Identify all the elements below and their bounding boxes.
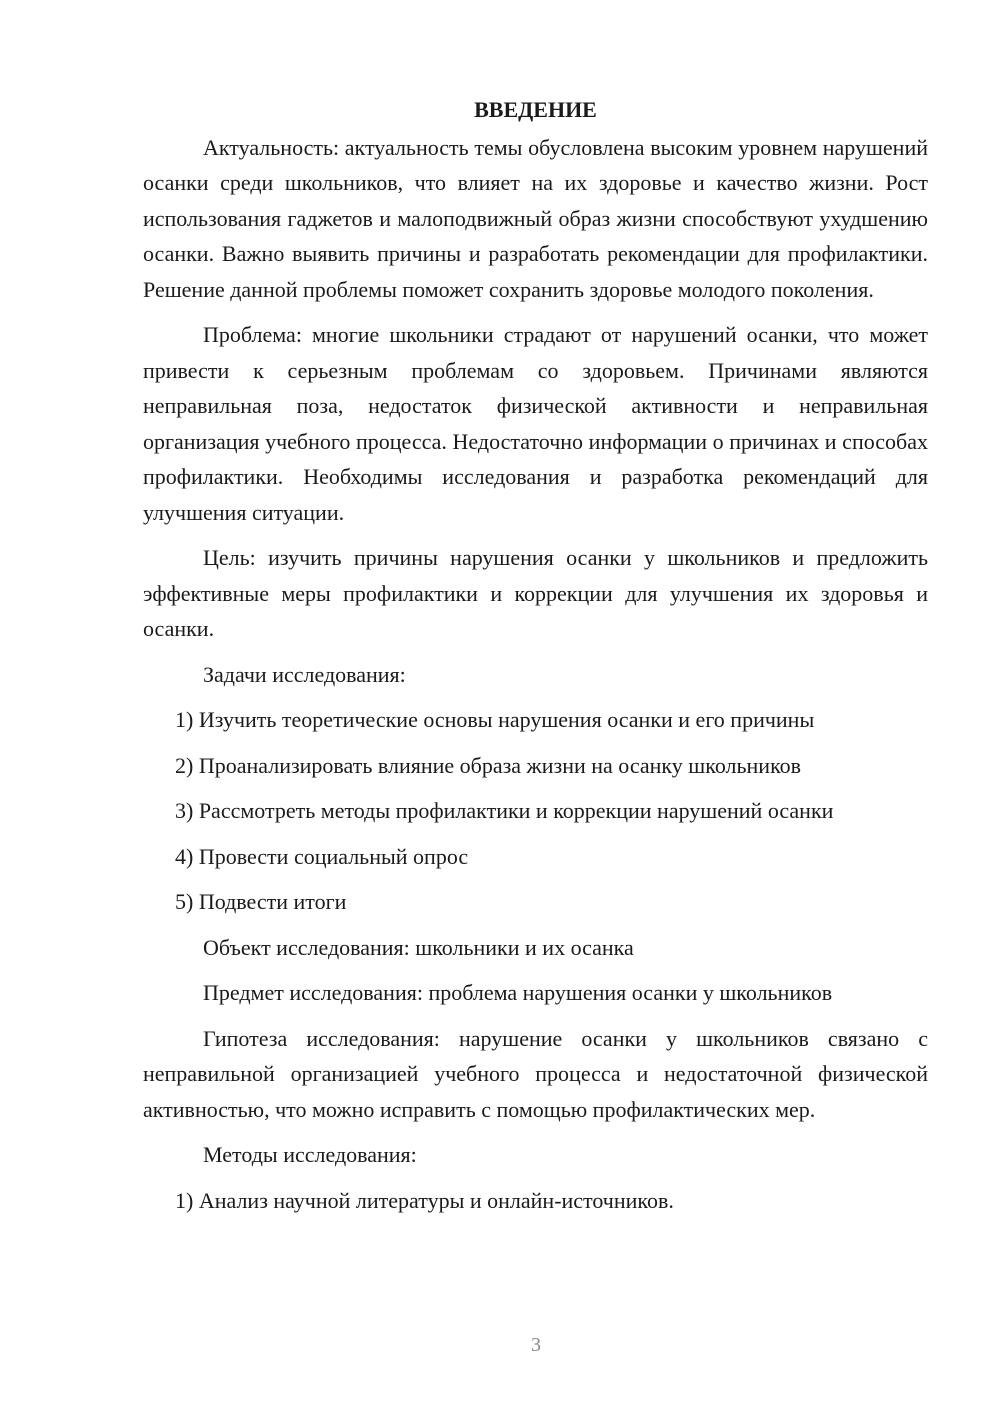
method-item: 1) Анализ научной литературы и онлайн-источников. — [175, 1187, 674, 1213]
research-object: Объект исследования: школьники и их осанка — [203, 934, 634, 960]
hypothesis-paragraph: Гипотеза исследования: нарушение осанки у школьников связано с неправильной организацией учебного процесса и недостаточной физической активностью, что можно исправить с помощью профилактических мер. — [143, 1025, 928, 1122]
task-item: 4) Провести социальный опрос — [175, 843, 469, 869]
task-item: 2) Проанализировать влияние образа жизни на осанку школьников — [175, 752, 802, 778]
task-item: 1) Изучить теоретические основы нарушения осанки и его причины — [175, 707, 815, 732]
research-subject: Предмет исследования: проблема нарушения осанки у школьников — [203, 980, 833, 1005]
page-title: ВВЕДЕНИЕ — [474, 97, 597, 122]
goal-paragraph: Цель: изучить причины нарушения осанки у школьников и предложить эффективные меры профилактики и коррекции для улучшения их здоровья и осанки. — [143, 545, 928, 641]
problem-paragraph: Проблема: многие школьники страдают от нарушений осанки, что может привести к серьезным проблемам со здоровьем. Причинами являются неправильная поза, недостаток физической активности и неправильная организация учебного процесса. Недостаточно информации о причинах и способах профилактики. Необходимы исследования и разработка рекомендаций для улучшения ситуации. — [143, 322, 928, 525]
tasks-heading: Задачи исследования: — [203, 661, 406, 687]
task-item: 3) Рассмотреть методы профилактики и коррекции нарушений осанки — [175, 798, 834, 823]
relevance-paragraph: Актуальность: актуальность темы обусловлена высоким уровнем нарушений осанки среди школьников, что влияет на их здоровье и качество жизни. Рост использования гаджетов и малоподвижный образ жизни способствуют ухудшению осанки. Важно выявить причины и разработать рекомендации для профилактики. Решение данной проблемы поможет сохранить здоровье молодого поколения. — [143, 134, 928, 302]
methods-heading: Методы исследования: — [203, 1142, 417, 1167]
task-item: 5) Подвести итоги — [175, 889, 347, 914]
page-number: 3 — [531, 1334, 541, 1356]
page-content — [143, 92, 928, 1228]
